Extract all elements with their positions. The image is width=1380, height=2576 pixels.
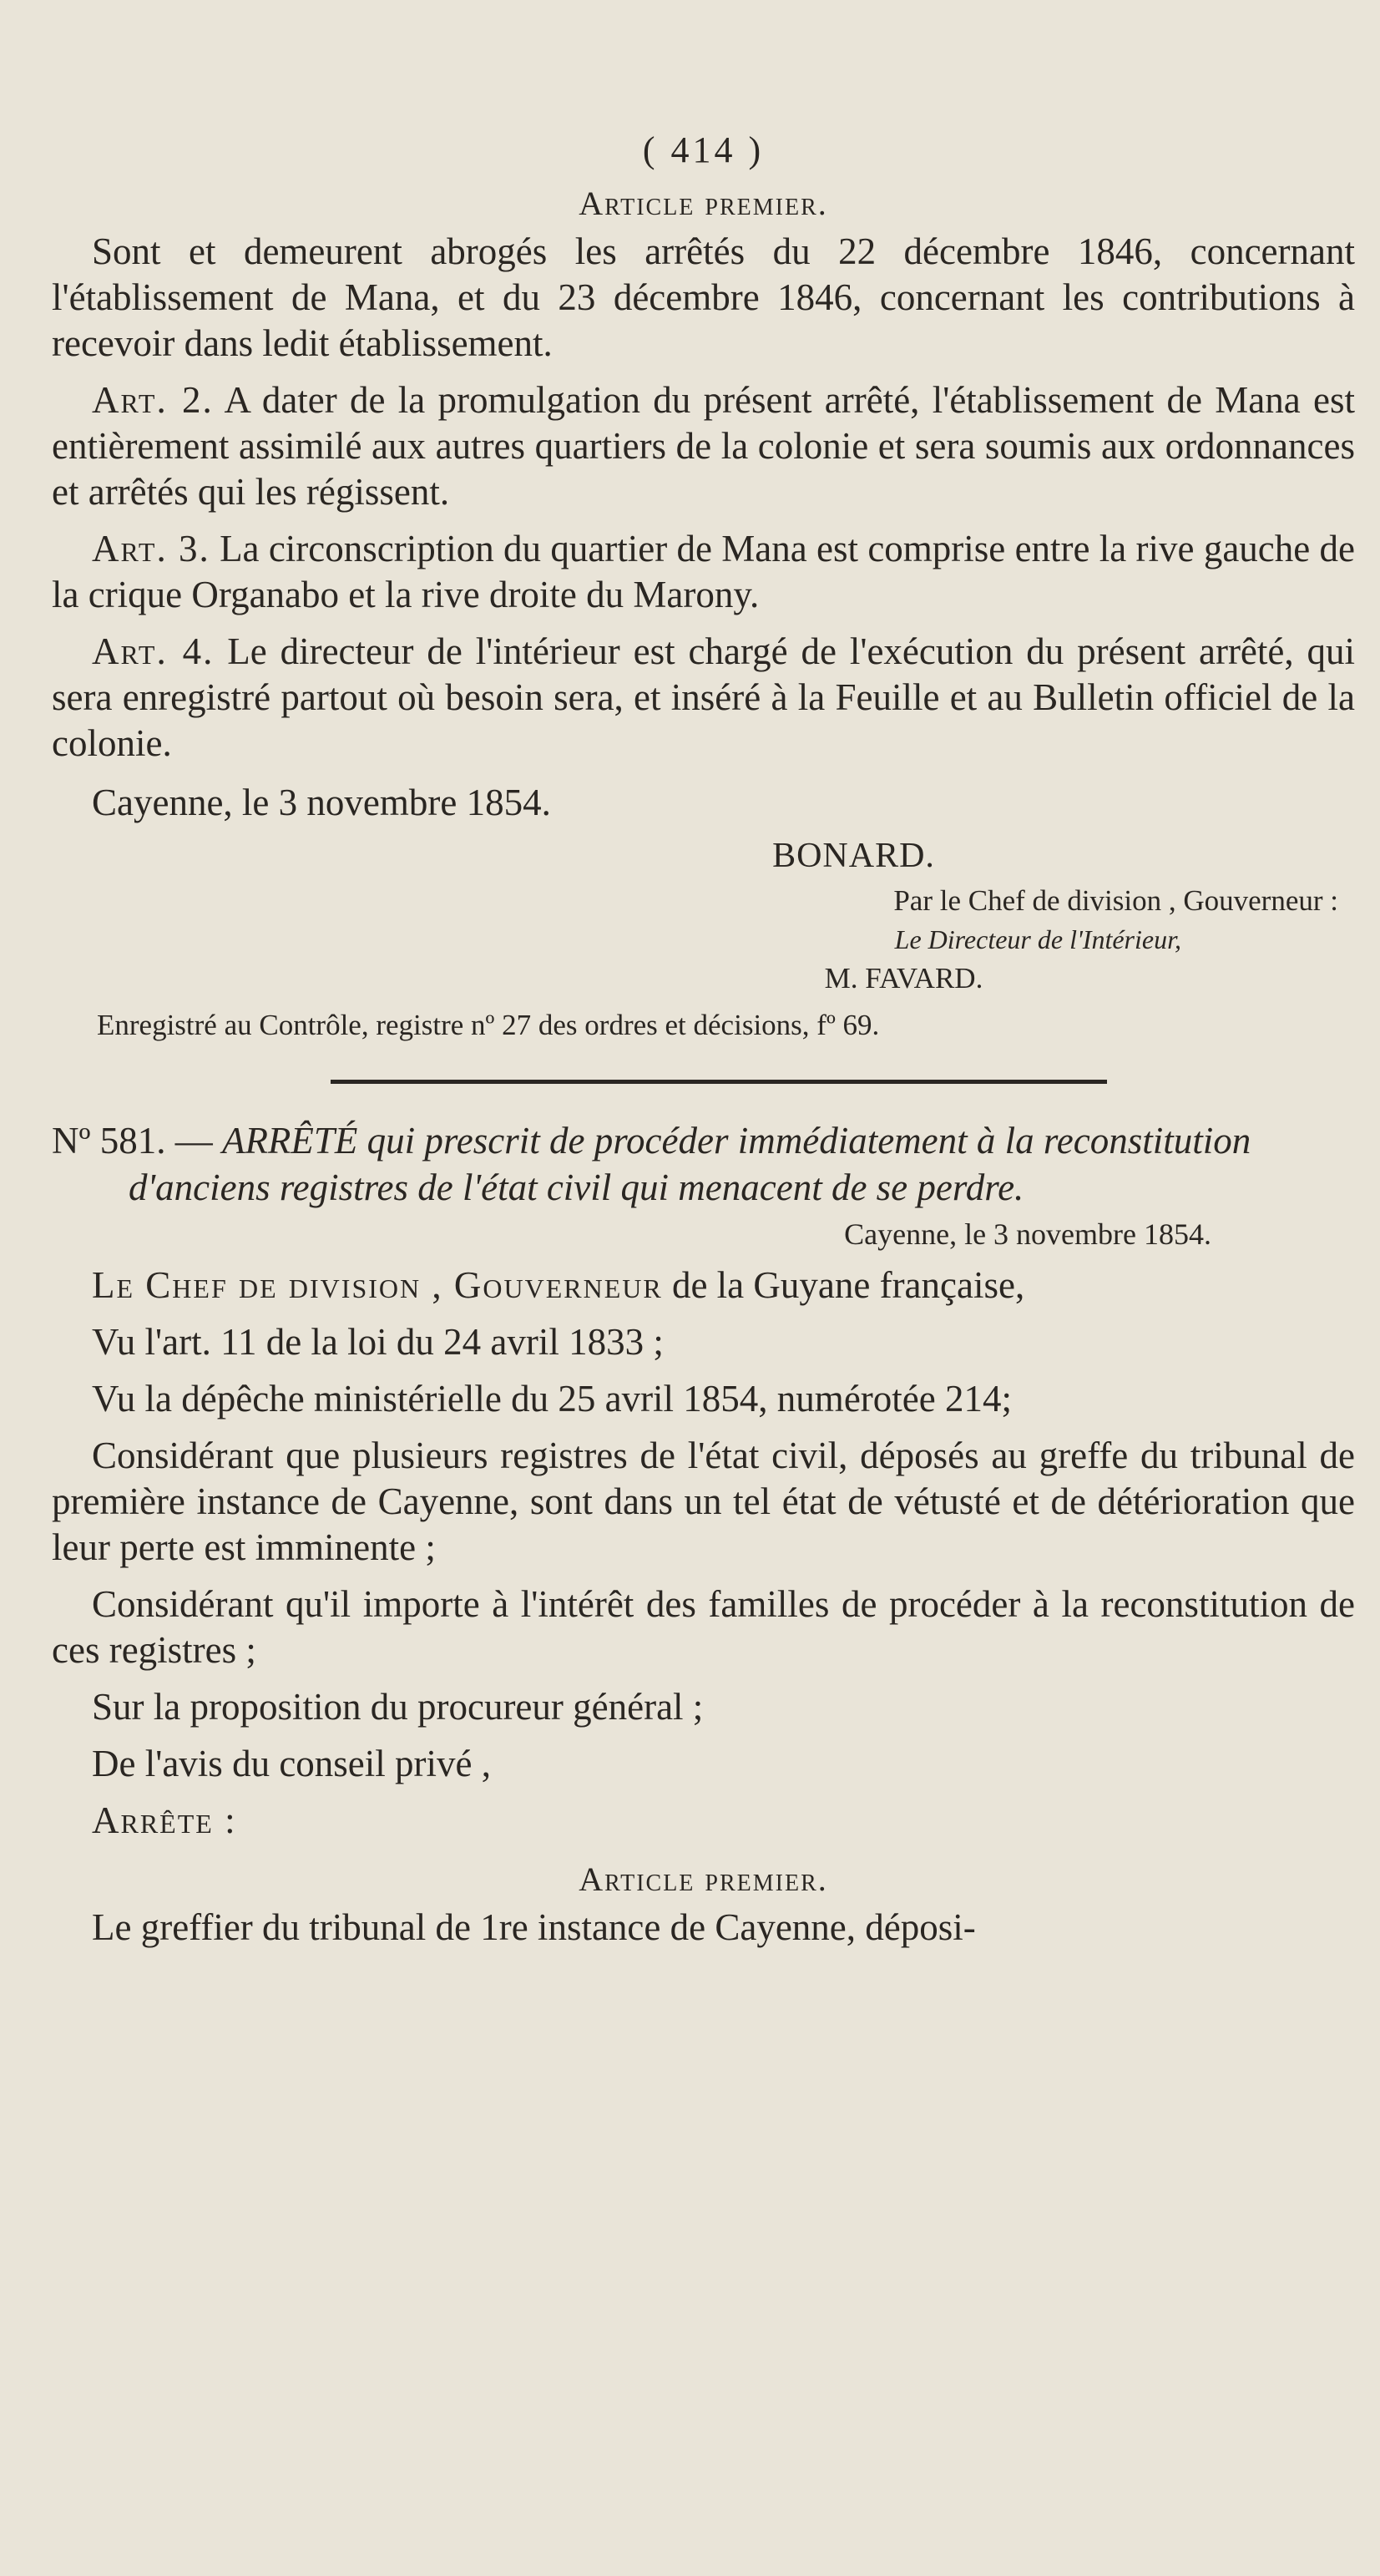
article-1-paragraph — [52, 229, 1355, 367]
article-lead: Art. 3. — [92, 528, 210, 569]
decree-date: Cayenne, le 3 novembre 1854. — [844, 1217, 1211, 1251]
consideration: Vu l'art. 11 de la loi du 24 avril 1833 ; — [92, 1321, 664, 1363]
paragraph-text: Le directeur de l'intérieur est chargé de l'exécution du présent arrêté, qui sera enregistré partout où besoin sera, et inséré à la Feuille et au Bulletin officiel de la colonie. — [52, 630, 1356, 764]
preamble — [52, 1263, 1355, 1308]
paragraph-text: A dater de la promulgation du présent arrêté, l'établissement de Mana est entièrement assimilé aux autres quartiers de la colonie et sera soumis aux ordonnances et arrêtés qui les régissent. — [52, 379, 1355, 513]
article-2-paragraph — [52, 377, 1355, 515]
article-lead: Art. 2. — [92, 379, 214, 421]
article-heading: Article premier. — [579, 185, 828, 222]
article-lead: Art. 4. — [92, 630, 215, 672]
paragraph-text: La circonscription du quartier de Mana est comprise entre la rive gauche de la crique Organabo et la rive droite du Marony. — [52, 528, 1355, 615]
decree-article-text: Le greffier du tribunal de 1re instance de Cayenne, déposi- — [92, 1906, 976, 1948]
decree-title-text: ARRÊTÉ qui prescrit de procéder immédiatement à la reconstitution d'anciens registres de l'état civil qui menacent de se perdre. — [129, 1120, 1251, 1208]
section-divider — [331, 1080, 1107, 1084]
arrete-label: Arrête : — [92, 1799, 237, 1841]
by-order: Par le Chef de division , Gouverneur : — [893, 884, 1338, 917]
consideration: De l'avis du conseil privé , — [92, 1743, 491, 1784]
article-3-paragraph — [52, 526, 1355, 618]
register-note: Enregistré au Contrôle, registre nº 27 des ordres et décisions, fº 69. — [97, 1009, 880, 1041]
consideration: Sur la proposition du procureur général ; — [92, 1686, 704, 1728]
decree-article-heading: Article premier. — [579, 1860, 828, 1898]
preamble-lead: Le Chef de division , Gouverneur — [92, 1264, 663, 1306]
paragraph-text: Sont et demeurent abrogés les arrêtés du 22 décembre 1846, concernant l'établissement de Mana, et du 23 décembre 1846, concernant les contributions à recevoir dans ledit établissement. — [52, 230, 1355, 364]
decree-number: Nº 581. — — [52, 1120, 213, 1161]
decree-title — [52, 1117, 1355, 1211]
preamble-rest: de la Guyane française, — [671, 1264, 1025, 1306]
consideration: Vu la dépêche ministérielle du 25 avril 1854, numérotée 214; — [92, 1378, 1012, 1420]
consideration: Considérant qu'il importe à l'intérêt des familles de procéder à la reconstitution de ces registres ; — [52, 1583, 1355, 1671]
dateline: Cayenne, le 3 novembre 1854. — [92, 782, 551, 823]
consideration: Considérant que plusieurs registres de l'état civil, déposés au greffe du tribunal de première instance de Cayenne, sont dans un tel état de vétusté et de détérioration que leur perte est imminente ; — [52, 1435, 1355, 1568]
director-title: Le Directeur de l'Intérieur, — [894, 924, 1181, 954]
signature: BONARD. — [772, 837, 935, 875]
article-4-paragraph — [52, 629, 1355, 767]
director-name: M. FAVARD. — [824, 962, 983, 994]
page-number: ( 414 ) — [642, 129, 765, 170]
